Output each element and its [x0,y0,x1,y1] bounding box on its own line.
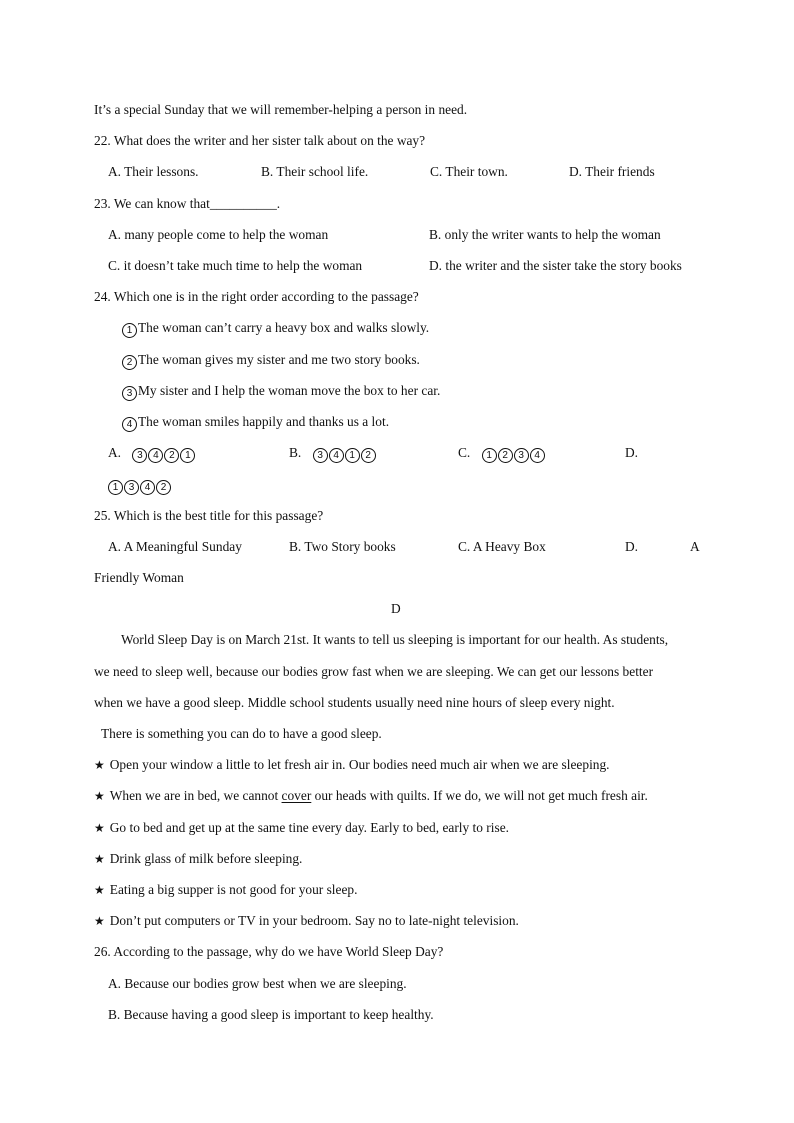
tip-text: Go to bed and get up at the same tine every day. Early to bed, early to rise. [109,820,509,835]
tip-item [94,851,302,867]
star-icon: ★ [94,821,105,835]
circled-number: 2 [156,480,171,495]
tip-text: Eating a big supper is not good for your sleep. [109,882,358,897]
passage-line: we need to sleep well, because our bodies grow fast when we are sleeping. We can get our lessons better [94,664,654,679]
q23-option-c[interactable]: C. it doesn’t take much time to help the woman [108,258,363,273]
section-heading: D [391,601,401,616]
q24-option-a[interactable] [108,445,196,463]
passage-line: when we have a good sleep. Middle school students usually need nine hours of sleep every night. [94,695,615,710]
q24-option-b[interactable] [289,445,377,463]
circled-number: 4 [329,448,344,463]
circled-number: 4 [148,448,163,463]
q25-option-c[interactable]: C. A Heavy Box [458,539,546,554]
tip-item [94,788,648,804]
q22-option-a[interactable]: A. Their lessons. [108,164,199,179]
event-text: The woman gives my sister and me two story books. [138,352,420,367]
q25-option-d-continued[interactable]: Friendly Woman [94,570,184,585]
tip-text: When we are in bed, we cannot [109,788,282,803]
q26-option-a[interactable]: A. Because our bodies grow best when we are sleeping. [108,976,407,991]
q24-option-c[interactable] [458,445,546,463]
passage-line: There is something you can do to have a good sleep. [101,726,382,741]
q25-option-d-label[interactable]: D. [625,539,639,554]
q24-option-d-label[interactable]: D. [625,445,639,460]
passage-line: World Sleep Day is on March 21st. It wants to tell us sleeping is important for our health. As students, [121,632,669,647]
q23-option-a[interactable]: A. many people come to help the woman [108,227,329,242]
q25-option-a[interactable]: A. A Meaningful Sunday [108,539,242,554]
circled-number: 4 [530,448,545,463]
q24-option-d-sequence[interactable] [108,477,172,495]
q24-event-4 [122,414,389,432]
star-icon: ★ [94,789,105,803]
q22-option-c[interactable]: C. Their town. [430,164,508,179]
circled-number: 3 [124,480,139,495]
q24-event-3 [122,383,440,401]
circled-number: 3 [514,448,529,463]
event-text: The woman can’t carry a heavy box and walks slowly. [138,320,430,335]
underlined-word: cover [281,788,312,803]
option-label: A. [108,445,122,460]
circled-number: 2 [122,355,137,370]
circled-number: 3 [313,448,328,463]
circled-number: 3 [122,386,137,401]
q24-event-2 [122,352,420,370]
question-26-stem: 26. According to the passage, why do we have World Sleep Day? [94,944,444,959]
question-22-stem: 22. What does the writer and her sister talk about on the way? [94,133,426,148]
tip-item [94,882,357,898]
tip-text: our heads with quilts. If we do, we will not get much fresh air. [311,788,648,803]
option-label: B. [289,445,302,460]
q25-option-d-first-word[interactable]: A [690,539,700,554]
passage-closing-line: It’s a special Sunday that we will remember-helping a person in need. [94,102,468,117]
q26-option-b[interactable]: B. Because having a good sleep is important to keep healthy. [108,1007,434,1022]
event-text: My sister and I help the woman move the box to her car. [138,383,441,398]
question-24-stem: 24. Which one is in the right order according to the passage? [94,289,419,304]
q22-option-b[interactable]: B. Their school life. [261,164,369,179]
q23-option-b[interactable]: B. only the writer wants to help the woman [429,227,661,242]
star-icon: ★ [94,758,105,772]
question-23-stem: 23. We can know that__________. [94,196,281,211]
tip-item [94,757,610,773]
q22-option-d[interactable]: D. Their friends [569,164,655,179]
circled-number: 2 [498,448,513,463]
circled-number: 1 [108,480,123,495]
star-icon: ★ [94,852,105,866]
q23-option-d[interactable]: D. the writer and the sister take the story books [429,258,682,273]
circled-number: 1 [122,323,137,338]
event-text: The woman smiles happily and thanks us a lot. [138,414,390,429]
circled-number: 4 [122,417,137,432]
circled-number: 2 [164,448,179,463]
circled-number: 1 [345,448,360,463]
star-icon: ★ [94,914,105,928]
star-icon: ★ [94,883,105,897]
tip-item [94,913,519,929]
tip-text: Open your window a little to let fresh air in. Our bodies need much air when we are sleeping. [109,757,610,772]
q24-event-1 [122,320,429,338]
tip-item [94,820,509,836]
circled-number: 1 [180,448,195,463]
tip-text: Drink glass of milk before sleeping. [109,851,303,866]
circled-number: 3 [132,448,147,463]
option-label: C. [458,445,471,460]
circled-number: 4 [140,480,155,495]
tip-text: Don’t put computers or TV in your bedroom. Say no to late-night television. [109,913,519,928]
q25-option-b[interactable]: B. Two Story books [289,539,396,554]
circled-number: 2 [361,448,376,463]
question-25-stem: 25. Which is the best title for this passage? [94,508,324,523]
circled-number: 1 [482,448,497,463]
